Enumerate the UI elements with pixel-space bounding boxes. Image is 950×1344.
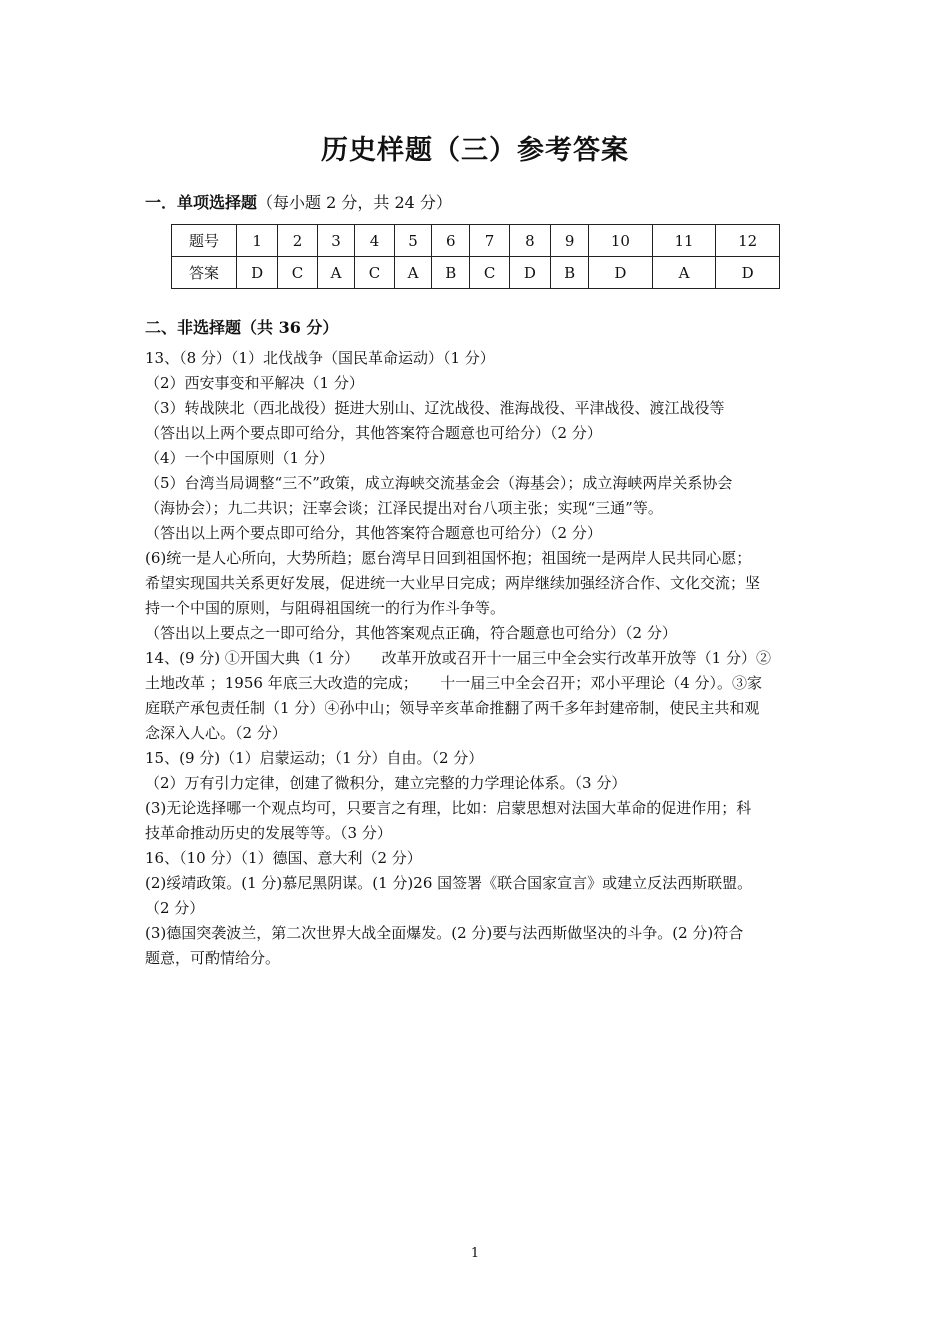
answer-value: D [589,257,653,289]
answer-value: B [551,257,589,289]
answer-value: D [509,257,550,289]
text-line: （4）一个中国原则（1 分） [145,449,334,467]
question-number: 7 [470,225,510,257]
section-1-title: 一．单项选择题 [145,193,258,212]
question-number: 11 [652,225,716,257]
text-line: (2)绥靖政策。(1 分)慕尼黑阴谋。(1 分)26 国签署《联合国家宣言》或建立反法西斯联盟。 [145,874,753,892]
answer-value: B [432,257,470,289]
question-number: 4 [355,225,395,257]
text-line: 持一个中国的原则，与阻碍祖国统一的行为作斗争等。 [145,599,506,617]
text-line: 15、(9 分)（1）启蒙运动；（1 分）自由。（2 分） [145,749,484,767]
text-line: （海协会）；九二共识；汪辜会谈；江泽民提出对台八项主张；实现“三通”等。 [145,499,663,517]
answer-value: A [652,257,716,289]
question-number: 1 [237,225,278,257]
answer-text [145,346,810,971]
section-1-heading [145,190,452,213]
text-line: （3）转战陕北（西北战役）挺进大别山、辽沈战役、淮海战役、平津战役、渡江战役等 [145,399,725,417]
answer-value: A [394,257,431,289]
section-1-note: （每小题 2 分，共 24 分） [257,193,452,212]
text-line: （2 分） [145,899,205,917]
text-line: (3)德国突袭波兰，第二次世界大战全面爆发。(2 分)要与法西斯做坚决的斗争。(2 分)符合 [145,924,744,942]
question-row [172,225,780,257]
answer-row-label: 答案 [172,257,237,289]
question-number: 2 [278,225,318,257]
page-number: 1 [470,1246,480,1261]
question-number: 6 [432,225,470,257]
answer-value: D [237,257,278,289]
answer-value: C [355,257,395,289]
answer-value: D [716,257,780,289]
answer-value: A [317,257,354,289]
question-number: 10 [589,225,653,257]
text-line: （2）西安事变和平解决（1 分） [145,374,364,392]
text-line: （答出以上要点之一即可给分，其他答案观点正确，符合题意也可给分）（2 分） [145,624,677,642]
text-line: (3)无论选择哪一个观点均可，只要言之有理，比如：启蒙思想对法国大革命的促进作用；科 [145,799,752,817]
question-number: 5 [394,225,431,257]
answer-row [172,257,780,289]
answer-table [171,224,780,289]
text-line: （答出以上两个要点即可给分，其他答案符合题意也可给分）（2 分） [145,424,602,442]
text-line: （2）万有引力定律，创建了微积分，建立完整的力学理论体系。（3 分） [145,774,627,792]
text-line: 土地改革 ；1956 年底三大改造的完成； 十一届三中全会召开；邓小平理论（4 分）。③家 [145,674,763,692]
text-line: 庭联产承包责任制（1 分）④孙中山；领导辛亥革命推翻了两千多年封建帝制，使民主共和观 [145,699,760,717]
text-line: 16、（10 分）（1）德国、意大利（2 分） [145,849,422,867]
question-row-label: 题号 [172,225,237,257]
question-number: 12 [716,225,780,257]
text-line: 念深入人心。（2 分） [145,724,287,742]
section-2-heading: 二、非选择题（共 36 分） [145,318,339,337]
text-line: 13、（8 分）（1）北伐战争（国民革命运动）（1 分） [145,349,495,367]
text-line: 14、(9 分) ①开国大典（1 分） 改革开放或召开十一届三中全会实行改革开放等（1 分）② [145,649,771,667]
text-line: 题意，可酌情给分。 [145,949,281,967]
answer-value: C [470,257,510,289]
text-line: 希望实现国共关系更好发展，促进统一大业早日完成；两岸继续加强经济合作、文化交流；坚 [145,574,761,592]
question-number: 3 [317,225,354,257]
answer-value: C [278,257,318,289]
text-line: (6)统一是人心所向，大势所趋；愿台湾早日回到祖国怀抱；祖国统一是两岸人民共同心愿； [145,549,752,567]
text-line: （5）台湾当局调整“三不”政策，成立海峡交流基金会（海基会）；成立海峡两岸关系协会 [145,474,733,492]
text-line: （答出以上两个要点即可给分，其他答案符合题意也可给分）（2 分） [145,524,602,542]
document-title: 历史样题（三）参考答案 [321,135,629,166]
question-number: 8 [509,225,550,257]
text-line: 技革命推动历史的发展等等。（3 分） [145,824,392,842]
question-number: 9 [551,225,589,257]
